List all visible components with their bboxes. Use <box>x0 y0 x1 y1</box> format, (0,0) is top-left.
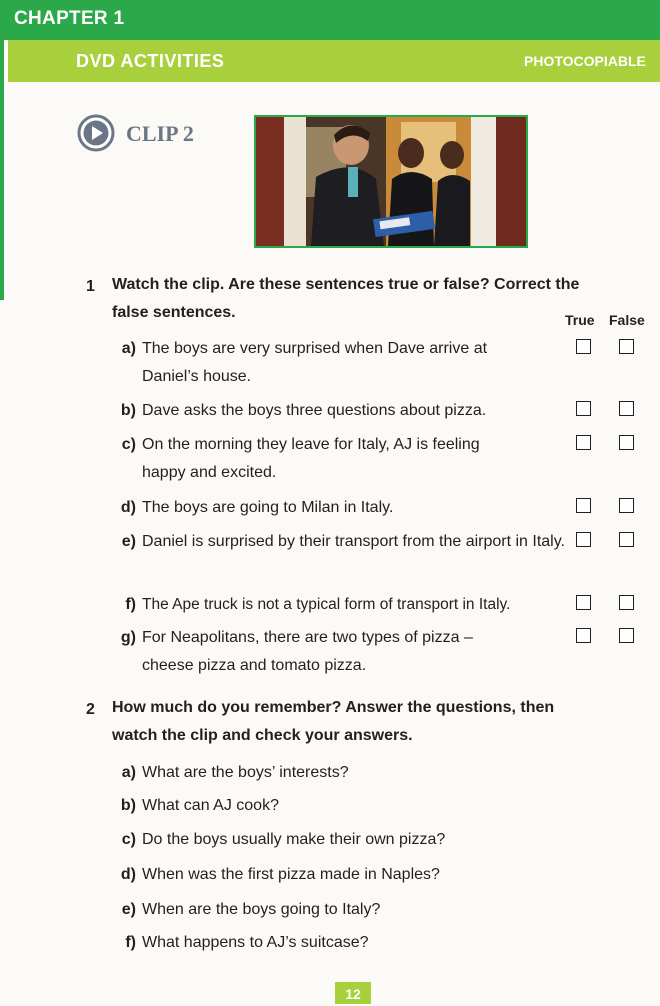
play-icon[interactable] <box>77 114 115 152</box>
true-checkbox-f[interactable] <box>576 595 591 610</box>
false-checkbox-c[interactable] <box>619 435 634 450</box>
item-letter: a) <box>121 340 136 357</box>
item-letter: c) <box>121 831 136 848</box>
item-letter: f) <box>125 934 136 951</box>
question-item-d <box>110 861 580 889</box>
item-letter: b) <box>120 797 136 814</box>
clip-title: CLIP 2 <box>126 121 194 146</box>
exercise-1-instruction-line-2: false sentences. <box>112 304 236 321</box>
question-item-e <box>110 896 580 924</box>
question-item-c <box>110 826 580 854</box>
false-checkbox-f[interactable] <box>619 595 634 610</box>
false-checkbox-g[interactable] <box>619 628 634 643</box>
item-letter: c) <box>121 436 136 453</box>
item-text: Daniel is surprised by their transport from the airport in Italy. <box>142 533 565 550</box>
statement-item-f <box>110 591 590 619</box>
statement-item-b <box>110 397 580 425</box>
false-checkbox-b[interactable] <box>619 401 634 416</box>
chapter-title: CHAPTER 1 <box>14 8 125 29</box>
statement-item-a <box>110 335 580 391</box>
item-text: Dave asks the boys three questions about pizza. <box>142 402 487 419</box>
false-checkbox-a[interactable] <box>619 339 634 354</box>
item-letter: g) <box>120 629 136 646</box>
section-title: DVD ACTIVITIES <box>76 51 225 71</box>
question-item-a <box>110 759 580 787</box>
question-item-b <box>110 792 580 820</box>
photocopiable-label: PHOTOCOPIABLE <box>524 53 646 69</box>
exercise-2-number: 2 <box>86 701 95 718</box>
item-letter: d) <box>120 866 136 883</box>
chapter-header-bar <box>0 0 660 40</box>
exercise-1-number: 1 <box>86 278 95 295</box>
item-text: Do the boys usually make their own pizza? <box>142 831 446 848</box>
statement-item-c <box>110 431 580 487</box>
item-letter: d) <box>120 499 136 516</box>
true-checkbox-e[interactable] <box>576 532 591 547</box>
true-checkbox-a[interactable] <box>576 339 591 354</box>
item-letter: e) <box>121 901 136 918</box>
scene-illustration <box>256 117 526 246</box>
exercise-2-instruction-line-2: watch the clip and check your answers. <box>112 727 413 744</box>
item-text: When are the boys going to Italy? <box>142 901 381 918</box>
item-text: What can AJ cook? <box>142 797 279 814</box>
item-letter: b) <box>120 402 136 419</box>
true-checkbox-d[interactable] <box>576 498 591 513</box>
item-text: The boys are very surprised when Dave arrive at Daniel’s house. <box>142 340 488 385</box>
video-still-image <box>254 115 528 248</box>
item-letter: f) <box>125 596 136 613</box>
true-checkbox-c[interactable] <box>576 435 591 450</box>
statement-item-g <box>110 624 580 680</box>
item-text: On the morning they leave for Italy, AJ is feeling happy and excited. <box>142 436 480 481</box>
item-letter: e) <box>121 533 136 550</box>
false-column-header: False <box>609 312 645 328</box>
item-text: The boys are going to Milan in Italy. <box>142 499 394 516</box>
page-edge-stripe <box>0 40 4 300</box>
item-text: The Ape truck is not a typical form of transport in Italy. <box>142 596 511 613</box>
item-text: What happens to AJ’s suitcase? <box>142 934 369 951</box>
exercise-1-instruction-line-1: Watch the clip. Are these sentences true or false? Correct the <box>112 276 580 293</box>
exercise-2-instruction <box>112 694 632 750</box>
page-number: 12 <box>335 982 371 1004</box>
item-text: When was the first pizza made in Naples? <box>142 866 440 883</box>
question-item-f <box>110 929 580 957</box>
true-checkbox-b[interactable] <box>576 401 591 416</box>
statement-item-d <box>110 494 580 522</box>
statement-item-e <box>110 528 580 584</box>
false-checkbox-e[interactable] <box>619 532 634 547</box>
exercise-1-instruction <box>112 271 632 327</box>
exercise-2-instruction-line-1: How much do you remember? Answer the questions, then <box>112 699 555 716</box>
item-text: For Neapolitans, there are two types of pizza – cheese pizza and tomato pizza. <box>142 629 473 674</box>
item-letter: a) <box>121 764 136 781</box>
false-checkbox-d[interactable] <box>619 498 634 513</box>
item-text: What are the boys’ interests? <box>142 764 349 781</box>
true-column-header: True <box>565 312 595 328</box>
true-checkbox-g[interactable] <box>576 628 591 643</box>
